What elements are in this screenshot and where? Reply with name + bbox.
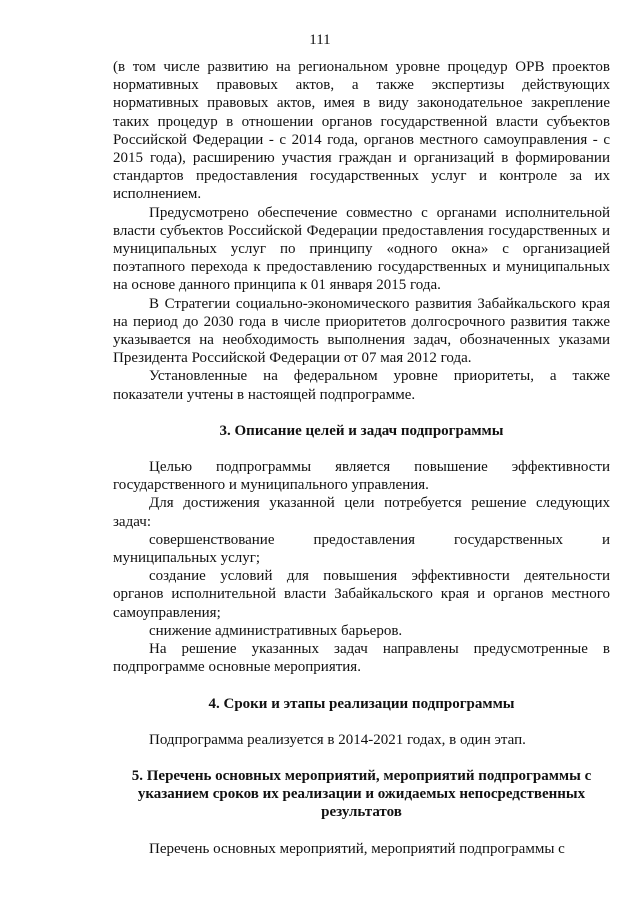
section-3-goal: Целью подпрограммы является повышение эффективности государственного и муниципального управления.	[113, 459, 610, 494]
page-number: 111	[309, 32, 331, 48]
task-item: снижение административных барьеров.	[149, 622, 403, 639]
document-body	[113, 58, 610, 858]
task-item: создание условий для повышения эффективности деятельности органов исполнительной власти Забайкальского края и органов местного самоуправления;	[113, 568, 610, 621]
section-5-text: Перечень основных мероприятий, мероприятий подпрограммы с	[149, 840, 565, 857]
section-3-heading: 3. Описание целей и задач подпрограммы	[219, 422, 504, 439]
section-4-heading: 4. Сроки и этапы реализации подпрограммы	[208, 695, 515, 712]
paragraph-one-window: Предусмотрено обеспечение совместно с органами исполнительной власти субъектов Российской Федерации предоставления государственных и муниципальных услуг по принципу «одного окна» с организацией поэтапного перехода к предоставлению государственных и муниципальных на основе данного принципа к 01 января 2015 года.	[113, 204, 610, 294]
paragraph-strategy: В Стратегии социально-экономического развития Забайкальского края на период до 2030 года в числе приоритетов долгосрочного развития также указывается на необходимость выполнения задач, обозначенных указами Президента Российской Федерации от 07 мая 2012 года.	[113, 295, 610, 367]
paragraph-orv: (в том числе развитию на региональном уровне процедур ОРВ проектов нормативных правовых актов, а также экспертизы действующих нормативных правовых актов, имея в виду законодательное закрепление таких процедур в отношении органов государственной власти субъектов Российской Федерации - с 2014 года, органов местного самоуправления - с 2015 года), расширению участия граждан и организаций в формировании стандартов предоставления государственных услуг и контроле за их исполнением.	[113, 59, 610, 203]
section-3-closing: На решение указанных задач направлены предусмотренные в подпрограмме основные мероприятия.	[113, 641, 610, 676]
task-item: совершенствование предоставления государственных и муниципальных услуг;	[113, 531, 610, 567]
paragraph-priorities: Установленные на федеральном уровне приоритеты, а также показатели учтены в настоящей подпрограмме.	[113, 368, 610, 403]
section-3-intro: Для достижения указанной цели потребуется решение следующих задач:	[113, 495, 610, 530]
section-5-heading: 5. Перечень основных мероприятий, мероприятий подпрограммы с указанием сроков их реализации и ожидаемых непосредственных результатов	[131, 767, 592, 821]
section-4-text: Подпрограмма реализуется в 2014-2021 годах, в один этап.	[149, 731, 526, 748]
